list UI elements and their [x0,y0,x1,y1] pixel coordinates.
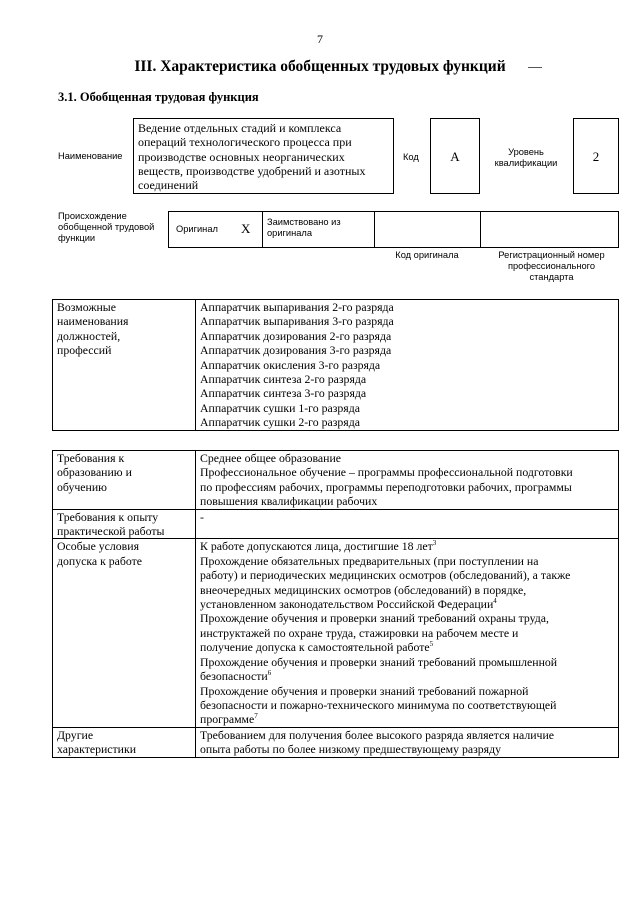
borrowed-label [267,217,341,239]
name-box [133,118,394,194]
table-row [53,509,619,539]
table-row [53,539,619,727]
label-line: Другие [57,727,94,742]
footnote-ref: 4 [493,597,497,606]
label-line: Возможные [57,300,116,314]
footnote-ref: 6 [267,669,272,678]
reg-number-caption [484,250,619,283]
text-line: - [200,509,204,524]
name-line: соединений [138,178,199,193]
origin-label-line: Происхождение [58,211,127,221]
text-line: работу) и периодических медицинских осмотров (обследований), а также [200,568,571,583]
other-values-cell [196,727,619,757]
code-box [430,118,480,194]
text-line: внеочередных медицинских осмотров (обследований) в порядке, [200,582,527,597]
list-item: Аппаратчик сушки 2-го разряда [200,415,360,430]
text-line: по профессиям рабочих, программы переподготовки рабочих, программы [200,479,572,494]
text-line: Прохождение обучения и проверки знаний требований промышленной [200,654,558,669]
text-line: безопасности и пожарно-технического минимума по соответствующей [200,697,557,712]
text-line: инструктажей по охране труда, стажировки на рабочем месте и [200,625,519,640]
borrowed-label-line: Заимствовано из [267,217,341,227]
text-line: программе$^7$ [200,712,258,727]
label-line: должностей, [57,328,121,343]
name-label: Наименование [58,151,123,161]
name-line: производстве основных неорганических [138,149,345,164]
name-line: операций технологического процесса при [138,135,352,150]
label-line: обучению [57,479,107,494]
section-title: 3.1. Обобщенная трудовая функция [58,90,259,104]
text-line: К работе допускаются лица, достигшие 18 лет$^3$ [200,539,437,554]
label-line: Требования к [57,451,125,465]
name-line: веществ, производстве удобрений и азотных [138,163,366,178]
code-value: A [450,149,460,164]
experience-label-cell [53,509,196,539]
other-label-cell [53,727,196,757]
reg-caption-line: стандарта [529,272,574,282]
list-item: Аппаратчик сушки 1-го разряда [200,400,360,415]
label-line: Требования к опыту [57,509,159,524]
text-line: повышения квалификации рабочих [200,494,378,509]
list-item: Аппаратчик выпаривания 2-го разряда [200,300,394,314]
education-label-cell [53,451,196,510]
label-line: наименования [57,314,129,329]
label-line: практической работы [57,524,165,539]
text-line: Прохождение обучения и проверки знаний требований пожарной [200,683,529,698]
positions-table [52,299,619,431]
text-line: Профессиональное обучение – программы профессиональной подготовки [200,465,573,480]
page-title: III. Характеристика обобщенных трудовых функций [134,58,506,75]
label-line: допуска к работе [57,553,143,568]
level-label-line: квалификации [494,158,558,168]
level-value: 2 [592,149,600,164]
level-box [573,118,619,194]
experience-value-cell [196,509,619,539]
text-line: установленном законодательством Российской Федерации$^4$ [200,597,497,612]
code-label: Код [403,152,419,162]
table-row [53,451,619,510]
text-line: опыта работы по более низкому предшествующему разряду [200,742,501,757]
education-values-cell [196,451,619,510]
table-row [53,300,619,431]
footnote-ref: 7 [254,712,258,721]
text-line: получение допуска к самостоятельной работе$^5$ [200,640,434,655]
borrowed-label-line: оригинала [267,228,313,238]
footnote-ref: 3 [432,539,437,548]
label-line: образованию и [57,465,132,480]
label-line: Особые условия [57,539,139,554]
origin-label-line: обобщенной трудовой [58,222,155,232]
list-item: Аппаратчик дозирования 2-го разряда [200,328,392,343]
positions-values-cell [196,300,619,431]
origin-box [168,211,619,248]
label-line: характеристики [57,742,137,757]
list-item: Аппаратчик синтеза 3-го разряда [200,386,367,401]
original-mark: X [241,221,251,236]
origin-label [58,211,154,244]
list-item: Аппаратчик окисления 3-го разряда [200,357,381,372]
positions-label-cell [53,300,196,431]
origin-label-line: функции [58,233,96,243]
conditions-values-cell [196,539,619,727]
name-line: Ведение отдельных стадий и комплекса [138,121,342,135]
decorative-dash [528,67,542,68]
text-line: Среднее общее образование [200,451,342,465]
page-number: 7 [317,32,323,46]
text-line: Требованием для получения более высокого разряда является наличие [200,727,555,742]
reg-caption-line: профессионального [507,261,596,271]
level-label-line: Уровень [508,147,544,157]
list-item: Аппаратчик выпаривания 3-го разряда [200,314,394,329]
reg-caption-line: Регистрационный номер [498,250,605,260]
table-row [53,727,619,757]
original-label: Оригинал [176,224,218,234]
level-label [480,147,572,169]
conditions-label-cell [53,539,196,727]
label-line: профессий [57,343,112,358]
name-text [134,119,393,194]
list-item: Аппаратчик дозирования 3-го разряда [200,343,392,358]
text-line: Прохождение обучения и проверки знаний требований охраны труда, [200,611,549,626]
requirements-table [52,450,619,758]
text-line: безопасности$^6$ [200,669,272,684]
list-item: Аппаратчик синтеза 2-го разряда [200,372,367,387]
code-original-caption: Код оригинала [395,250,459,260]
text-line: Прохождение обязательных предварительных (при поступлении на [200,553,539,568]
footnote-ref: 5 [429,640,434,649]
